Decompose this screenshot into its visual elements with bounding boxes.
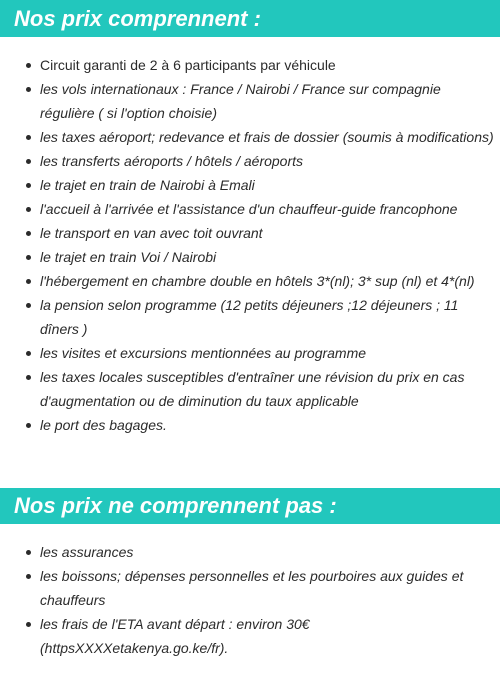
list-item-text: les visites et excursions mentionnées au programme <box>40 345 367 361</box>
excluded-list <box>0 540 500 660</box>
bullet-icon <box>26 622 31 627</box>
list-item <box>0 53 500 77</box>
bullet-icon <box>26 183 31 188</box>
list-item <box>0 365 500 413</box>
list-item-text: les assurances <box>40 544 134 560</box>
list-item <box>0 413 500 437</box>
list-item <box>0 540 500 564</box>
bullet-icon <box>26 231 31 236</box>
bullet-icon <box>26 279 31 284</box>
list-item-text: l'hébergement en chambre double en hôtels 3*(nl); 3* sup (nl) et 4*(nl) <box>40 273 475 289</box>
list-item-text: l'accueil à l'arrivée et l'assistance d'un chauffeur-guide francophone <box>40 201 458 217</box>
list-item-text: les frais de l'ETA avant départ : environ 30€ (httpsXXXXetakenya.go.ke/fr). <box>40 616 310 656</box>
list-item <box>0 269 500 293</box>
bullet-icon <box>26 303 31 308</box>
excluded-section-title: Nos prix ne comprennent pas : <box>0 488 500 524</box>
list-item <box>0 341 500 365</box>
list-item-text: les taxes aéroport; redevance et frais de dossier (soumis à modifications) <box>40 129 494 145</box>
list-item-text: les vols internationaux : France / Nairobi / France sur compagnie régulière ( si l'option choisie) <box>40 81 441 121</box>
included-list <box>0 53 500 437</box>
bullet-icon <box>26 351 31 356</box>
list-item <box>0 125 500 149</box>
bullet-icon <box>26 574 31 579</box>
list-item-text: le trajet en train de Nairobi à Emali <box>40 177 255 193</box>
list-item-text: Circuit garanti de 2 à 6 participants par véhicule <box>40 57 336 73</box>
list-item-text: le trajet en train Voi / Nairobi <box>40 249 217 265</box>
list-item-text: les taxes locales susceptibles d'entraîner une révision du prix en cas d'augmentation ou de diminution du taux applicable <box>40 369 465 409</box>
list-item-text: le port des bagages. <box>40 417 167 433</box>
bullet-icon <box>26 375 31 380</box>
bullet-icon <box>26 423 31 428</box>
list-item <box>0 245 500 269</box>
included-section-title: Nos prix comprennent : <box>0 0 500 37</box>
list-item-text: les transferts aéroports / hôtels / aéroports <box>40 153 304 169</box>
list-item <box>0 612 500 660</box>
list-item <box>0 173 500 197</box>
list-item <box>0 77 500 125</box>
bullet-icon <box>26 159 31 164</box>
list-item <box>0 149 500 173</box>
list-item-text: le transport en van avec toit ouvrant <box>40 225 263 241</box>
bullet-icon <box>26 550 31 555</box>
bullet-icon <box>26 135 31 140</box>
list-item <box>0 221 500 245</box>
list-item-text: les boissons; dépenses personnelles et les pourboires aux guides et chauffeurs <box>40 568 464 608</box>
bullet-icon <box>26 207 31 212</box>
list-item <box>0 293 500 341</box>
bullet-icon <box>26 63 31 68</box>
list-item-text: la pension selon programme (12 petits déjeuners ;12 déjeuners ; 11 dîners ) <box>40 297 459 337</box>
list-item <box>0 197 500 221</box>
bullet-icon <box>26 87 31 92</box>
bullet-icon <box>26 255 31 260</box>
list-item <box>0 564 500 612</box>
